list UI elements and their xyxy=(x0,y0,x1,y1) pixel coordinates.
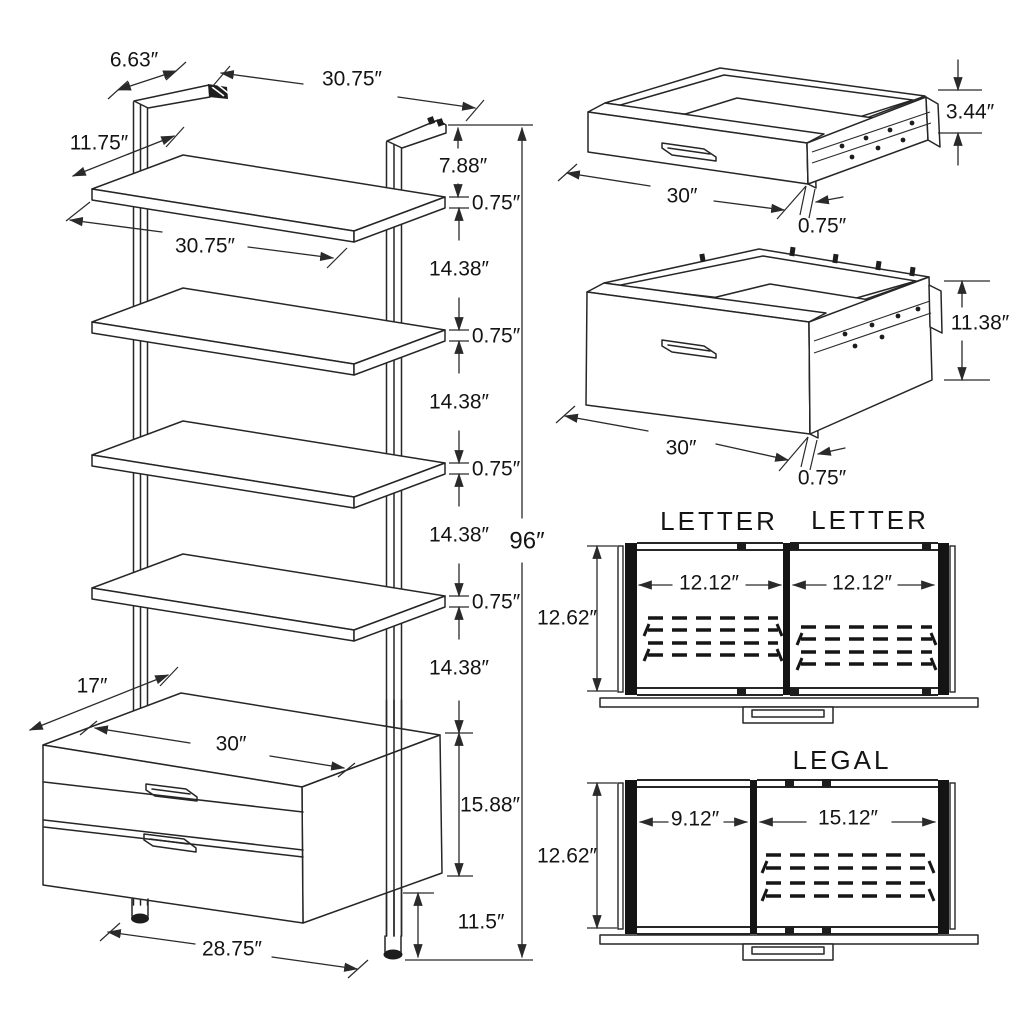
dim-label-letter-depth: 12.62″ xyxy=(537,606,597,630)
dim-letter-left-width xyxy=(639,572,781,595)
dim-label-shelf-thickness-4: 0.75″ xyxy=(471,590,521,614)
shallow-drawer-view xyxy=(558,60,995,238)
dim-label-shelf-spacing-3: 14.38″ xyxy=(429,523,489,547)
dim-label-mount-spacing: 30.75″ xyxy=(322,67,382,91)
legal-file-layout xyxy=(537,745,978,960)
dim-label-legal-depth: 12.62″ xyxy=(537,844,597,868)
shelf-2 xyxy=(92,288,445,375)
dim-label-deep-thickness: 0.75″ xyxy=(797,466,847,490)
right-wall-bracket xyxy=(387,116,446,148)
hanging-file-rails-legal xyxy=(762,855,934,901)
letter-title-right: LETTER xyxy=(811,505,929,535)
dim-label-deep-width: 30″ xyxy=(665,436,697,460)
dim-label-shelf-thickness-1: 0.75″ xyxy=(471,191,521,215)
dim-bracket-depth xyxy=(108,49,186,100)
dim-label-top-clearance: 7.88″ xyxy=(438,154,488,178)
legal-title: LEGAL xyxy=(792,745,892,775)
dim-label-shelf-thickness-2: 0.75″ xyxy=(471,324,521,348)
dim-label-shelf-spacing-2: 14.38″ xyxy=(429,390,489,414)
dim-mount-spacing xyxy=(212,66,484,121)
deep-drawer-view xyxy=(556,247,1010,490)
dim-label-cabinet-depth: 17″ xyxy=(76,674,108,698)
dim-label-deep-height: 11.38″ xyxy=(950,311,1010,335)
dim-label-shallow-height: 3.44″ xyxy=(945,100,995,124)
dim-shelf-ticks xyxy=(429,192,521,877)
dim-leg-clearance xyxy=(403,893,505,957)
dim-label-shallow-thickness: 0.75″ xyxy=(797,214,847,238)
shelf-3 xyxy=(92,421,445,508)
dim-legal-depth xyxy=(537,783,617,928)
shelf-4 xyxy=(92,554,445,641)
dim-label-shelf-depth: 11.75″ xyxy=(69,131,129,155)
dim-label-leg-clearance: 11.5″ xyxy=(457,910,505,934)
dim-label-legal-left: 9.12″ xyxy=(670,807,720,831)
dim-letter-depth xyxy=(537,546,617,691)
bookcase-elevation xyxy=(30,49,545,979)
dim-label-legal-right: 15.12″ xyxy=(818,806,878,830)
dim-label-shelf-thickness-3: 0.75″ xyxy=(471,457,521,481)
dim-shallow-front-thickness xyxy=(798,186,847,238)
legal-drawer-front xyxy=(600,935,978,944)
dim-shallow-height xyxy=(938,60,995,165)
dim-legal-right-width xyxy=(760,807,935,830)
dim-label-letter-left: 12.12″ xyxy=(679,571,739,595)
dim-legal-left-width xyxy=(640,808,747,831)
dim-deep-height xyxy=(944,281,1010,380)
dim-cabinet-height xyxy=(459,733,521,876)
dim-label-bracket-depth: 6.63″ xyxy=(109,48,159,72)
dim-label-letter-right: 12.12″ xyxy=(832,571,892,595)
left-wall-bracket xyxy=(134,84,228,108)
dim-label-cabinet-height: 15.88″ xyxy=(460,793,520,817)
hanging-file-rails-left xyxy=(644,618,782,661)
divider-clips-legal xyxy=(785,779,831,935)
dim-letter-right-width xyxy=(793,572,934,595)
letter-title-left: LETTER xyxy=(660,506,778,536)
dim-label-shallow-width: 30″ xyxy=(666,184,698,208)
dim-label-base-width: 28.75″ xyxy=(202,937,262,961)
letter-drawer-front xyxy=(600,698,978,707)
dim-base-width xyxy=(100,923,368,978)
dim-label-shelf-spacing-1: 14.38″ xyxy=(429,257,489,281)
dim-top-clearance xyxy=(439,125,533,197)
hanging-file-rails-right xyxy=(797,627,936,670)
shelf-1 xyxy=(92,155,445,242)
dim-label-total-height: 96″ xyxy=(509,527,545,555)
divider-clips xyxy=(737,542,931,696)
drawer-cabinet xyxy=(43,693,442,923)
dim-label-shelf-width: 30.75″ xyxy=(175,234,235,258)
letter-file-layout xyxy=(537,505,978,723)
right-foot xyxy=(384,936,403,960)
dim-label-shelf-spacing-4: 14.38″ xyxy=(429,656,489,680)
dim-deep-front-thickness xyxy=(798,437,847,490)
dim-label-cabinet-width: 30″ xyxy=(215,732,247,756)
